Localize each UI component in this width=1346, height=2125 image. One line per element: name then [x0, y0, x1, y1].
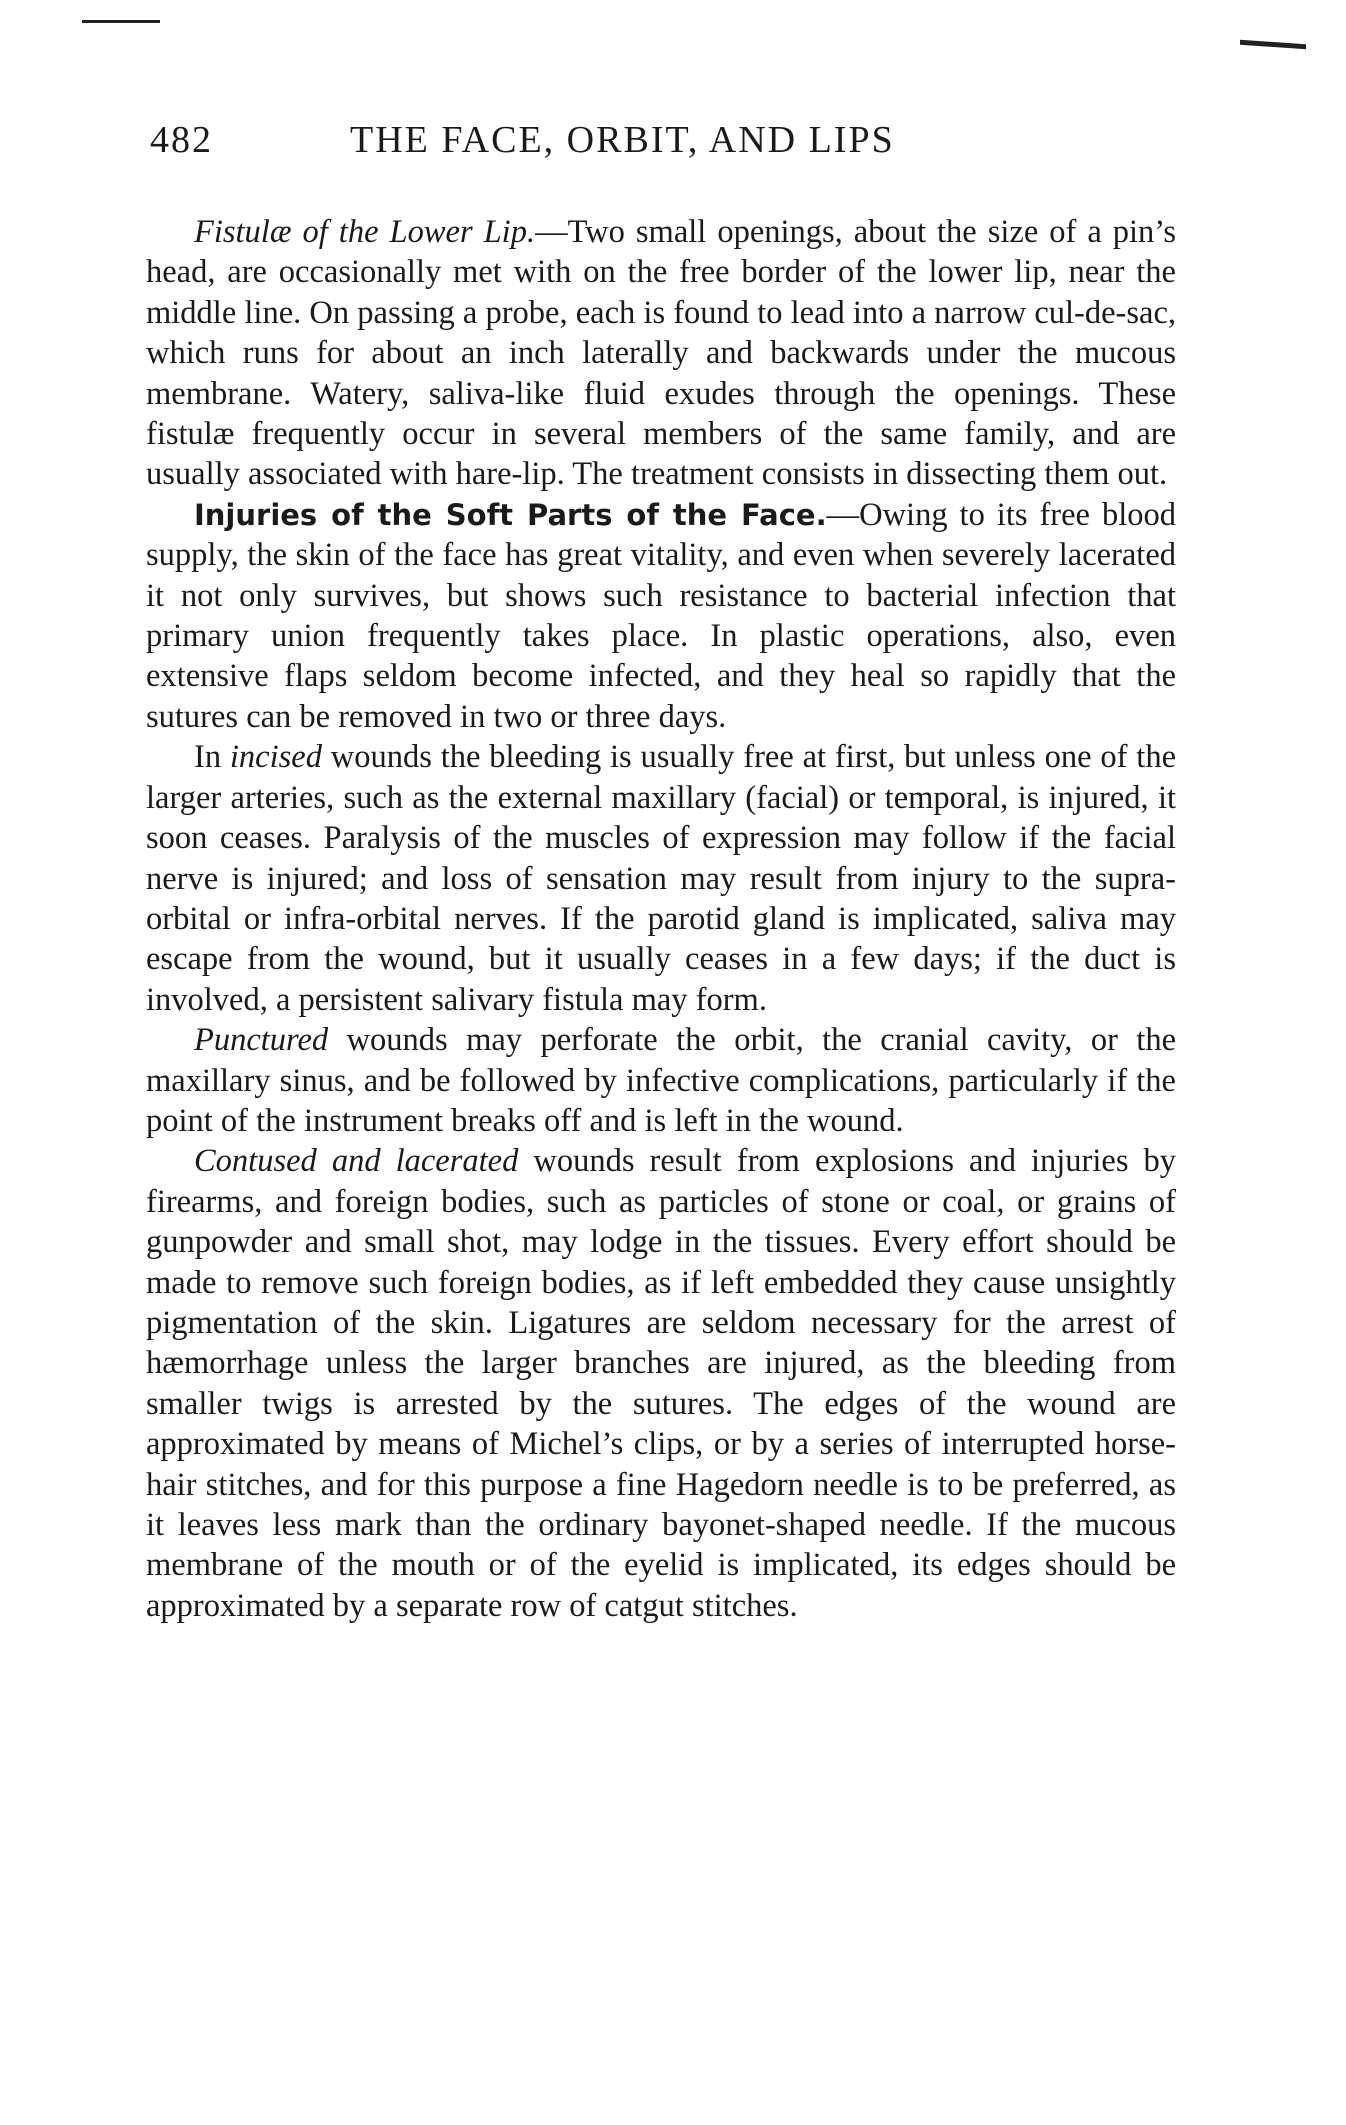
paragraph-punctured	[146, 1020, 1176, 1141]
paragraph-fistulae	[146, 212, 1176, 495]
paragraph-text: wounds may perforate the orbit, the cranial cavity, or the maxillary sinus, and be followed by infective complications, particularly if the point of the instrument breaks off and is left in the wound.	[146, 1022, 1176, 1139]
page-header	[150, 118, 1195, 168]
paragraph-text: —Two small openings, about the size of a pin’s head, are occasionally met with on the free border of the lower lip, near the middle line. On passing a probe, each is found to lead into a narrow cul-de-sac, which runs for about an inch laterally and backwards under the mucous membrane. Watery, saliva-like fluid exudes through the openings. These fistulæ frequently occur in several members of the same family, and are usually associated with hare-lip. The treatment consists in dissecting them out.	[146, 214, 1176, 493]
paragraph-text: wounds the bleeding is usually free at first, but unless one of the larger arteries, such as the external maxillary (facial) or temporal, is injured, it soon ceases. Paralysis of the muscles of expression may follow if the facial nerve is injured; and loss of sensation may result from injury to the supra-orbital or infra-orbital nerves. If the parotid gland is implicated, saliva may escape from the wound, but it usually ceases in a few days; if the duct is involved, a persistent salivary fistula may form.	[146, 739, 1176, 1018]
paragraph-incised	[146, 737, 1176, 1020]
paragraph-lead: In	[194, 739, 230, 776]
page-number: 482	[150, 119, 213, 161]
paragraph-contused	[146, 1141, 1176, 1626]
paragraph-text: wounds result from explosions and injuries by firearms, and foreign bodies, such as particles of stone or coal, or grains of gunpowder and small shot, may lodge in the tissues. Every effort should be made to remove such foreign bodies, as if left embedded they cause unsightly pigmentation of the skin. Ligatures are seldom necessary for the arrest of hæmorrhage unless the larger branches are injured, as the bleeding from smaller twigs is arrested by the sutures. The edges of the wound are approximated by means of Michel’s clips, or by a series of interrupted horse-hair stitches, and for this purpose a fine Hagedorn needle is to be preferred, as it leaves less mark than the ordinary bayonet-shaped needle. If the mucous membrane of the mouth or of the eyelid is implicated, its edges should be approximated by a separate row of catgut stitches.	[146, 1143, 1176, 1624]
scan-edge-mark-left	[82, 20, 160, 23]
scan-edge-mark-right	[1240, 40, 1306, 50]
emphasis-punctured: Punctured	[194, 1022, 329, 1059]
section-heading-fistulae: Fistulæ of the Lower Lip.	[194, 214, 536, 250]
paragraph-text: —Owing to its free blood supply, the skin of the face has great vitality, and even when severely lacerated it not only survives, but shows such resistance to bacterial infection that primary union frequently takes place. In plastic operations, also, even extensive flaps seldom become infected, and they heal so rapidly that the sutures can be removed in two or three days.	[146, 496, 1176, 735]
running-title: THE FACE, ORBIT, AND LIPS	[350, 119, 895, 161]
body-text	[146, 212, 1176, 1626]
section-heading-injuries: Injuries of the Soft Parts of the Face.	[194, 497, 827, 532]
emphasis-incised: incised	[229, 739, 322, 776]
paragraph-injuries	[146, 495, 1176, 737]
emphasis-contused: Contused and lacerated	[194, 1143, 519, 1180]
